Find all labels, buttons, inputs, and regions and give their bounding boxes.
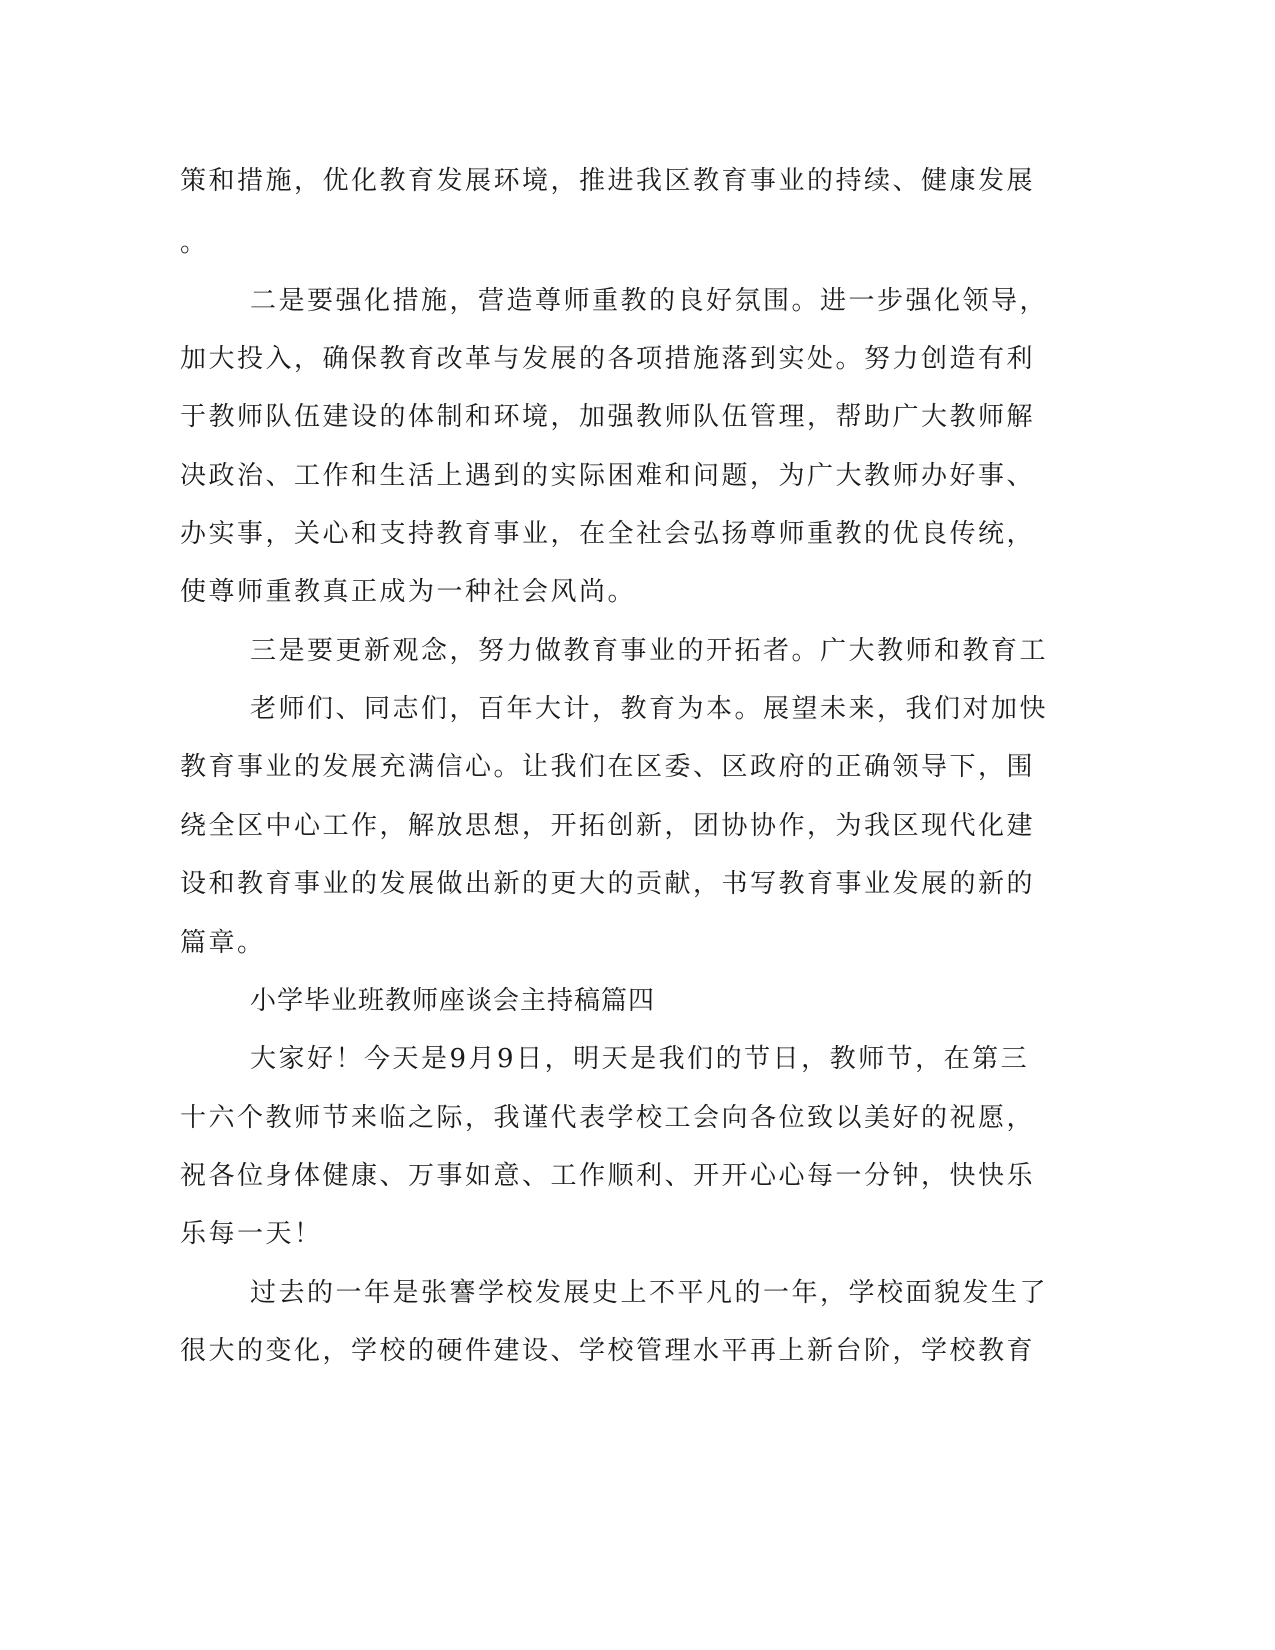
text-line: 使尊师重教真正成为一种社会风尚。 [180,577,637,607]
text-line: 祝各位身体健康、万事如意、工作顺利、开开心心每一分钟，快快乐 [180,1161,1036,1191]
paragraph-first-line: 老师们、同志们，百年大计，教育为本。展望未来，我们对加快 [250,694,1049,724]
text-line: 绕全区中心工作，解放思想，开拓创新，团协协作，为我区现代化建 [180,811,1036,841]
text-line: 设和教育事业的发展做出新的更大的贡献，书写教育事业发展的新的 [180,869,1036,899]
text-line: 。 [180,228,209,258]
text-line: 教育事业的发展充满信心。让我们在区委、区政府的正确领导下，围 [180,752,1036,782]
text-line: 乐每一天！ [180,1219,323,1249]
text-line: 篇章。 [180,928,266,958]
paragraph-first-line: 三是要更新观念，努力做教育事业的开拓者。广大教师和教育工 [250,636,1049,666]
text-line: 办实事，关心和支持教育事业，在全社会弘扬尊师重教的优良传统， [180,519,1036,549]
text-line: 很大的变化，学校的硬件建设、学校管理水平再上新台阶，学校教育 [180,1336,1036,1366]
section-heading: 小学毕业班教师座谈会主持稿篇四 [250,986,656,1016]
paragraph-first-line: 二是要强化措施，营造尊师重教的良好氛围。进一步强化领导， [250,286,1049,316]
paragraph-first-line: 过去的一年是张謇学校发展史上不平凡的一年，学校面貌发生了 [250,1278,1049,1308]
text-line: 十六个教师节来临之际，我谨代表学校工会向各位致以美好的祝愿， [180,1103,1036,1133]
text-line: 决政治、工作和生活上遇到的实际困难和问题，为广大教师办好事、 [180,461,1036,491]
paragraph-first-line: 大家好！今天是9月9日，明天是我们的节日，教师节，在第三 [250,1044,1030,1074]
text-line: 策和措施，优化教育发展环境，推进我区教育事业的持续、健康发展 [180,166,1036,196]
text-line: 于教师队伍建设的体制和环境，加强教师队伍管理，帮助广大教师解 [180,402,1036,432]
text-line: 加大投入，确保教育改革与发展的各项措施落到实处。努力创造有利 [180,344,1036,374]
